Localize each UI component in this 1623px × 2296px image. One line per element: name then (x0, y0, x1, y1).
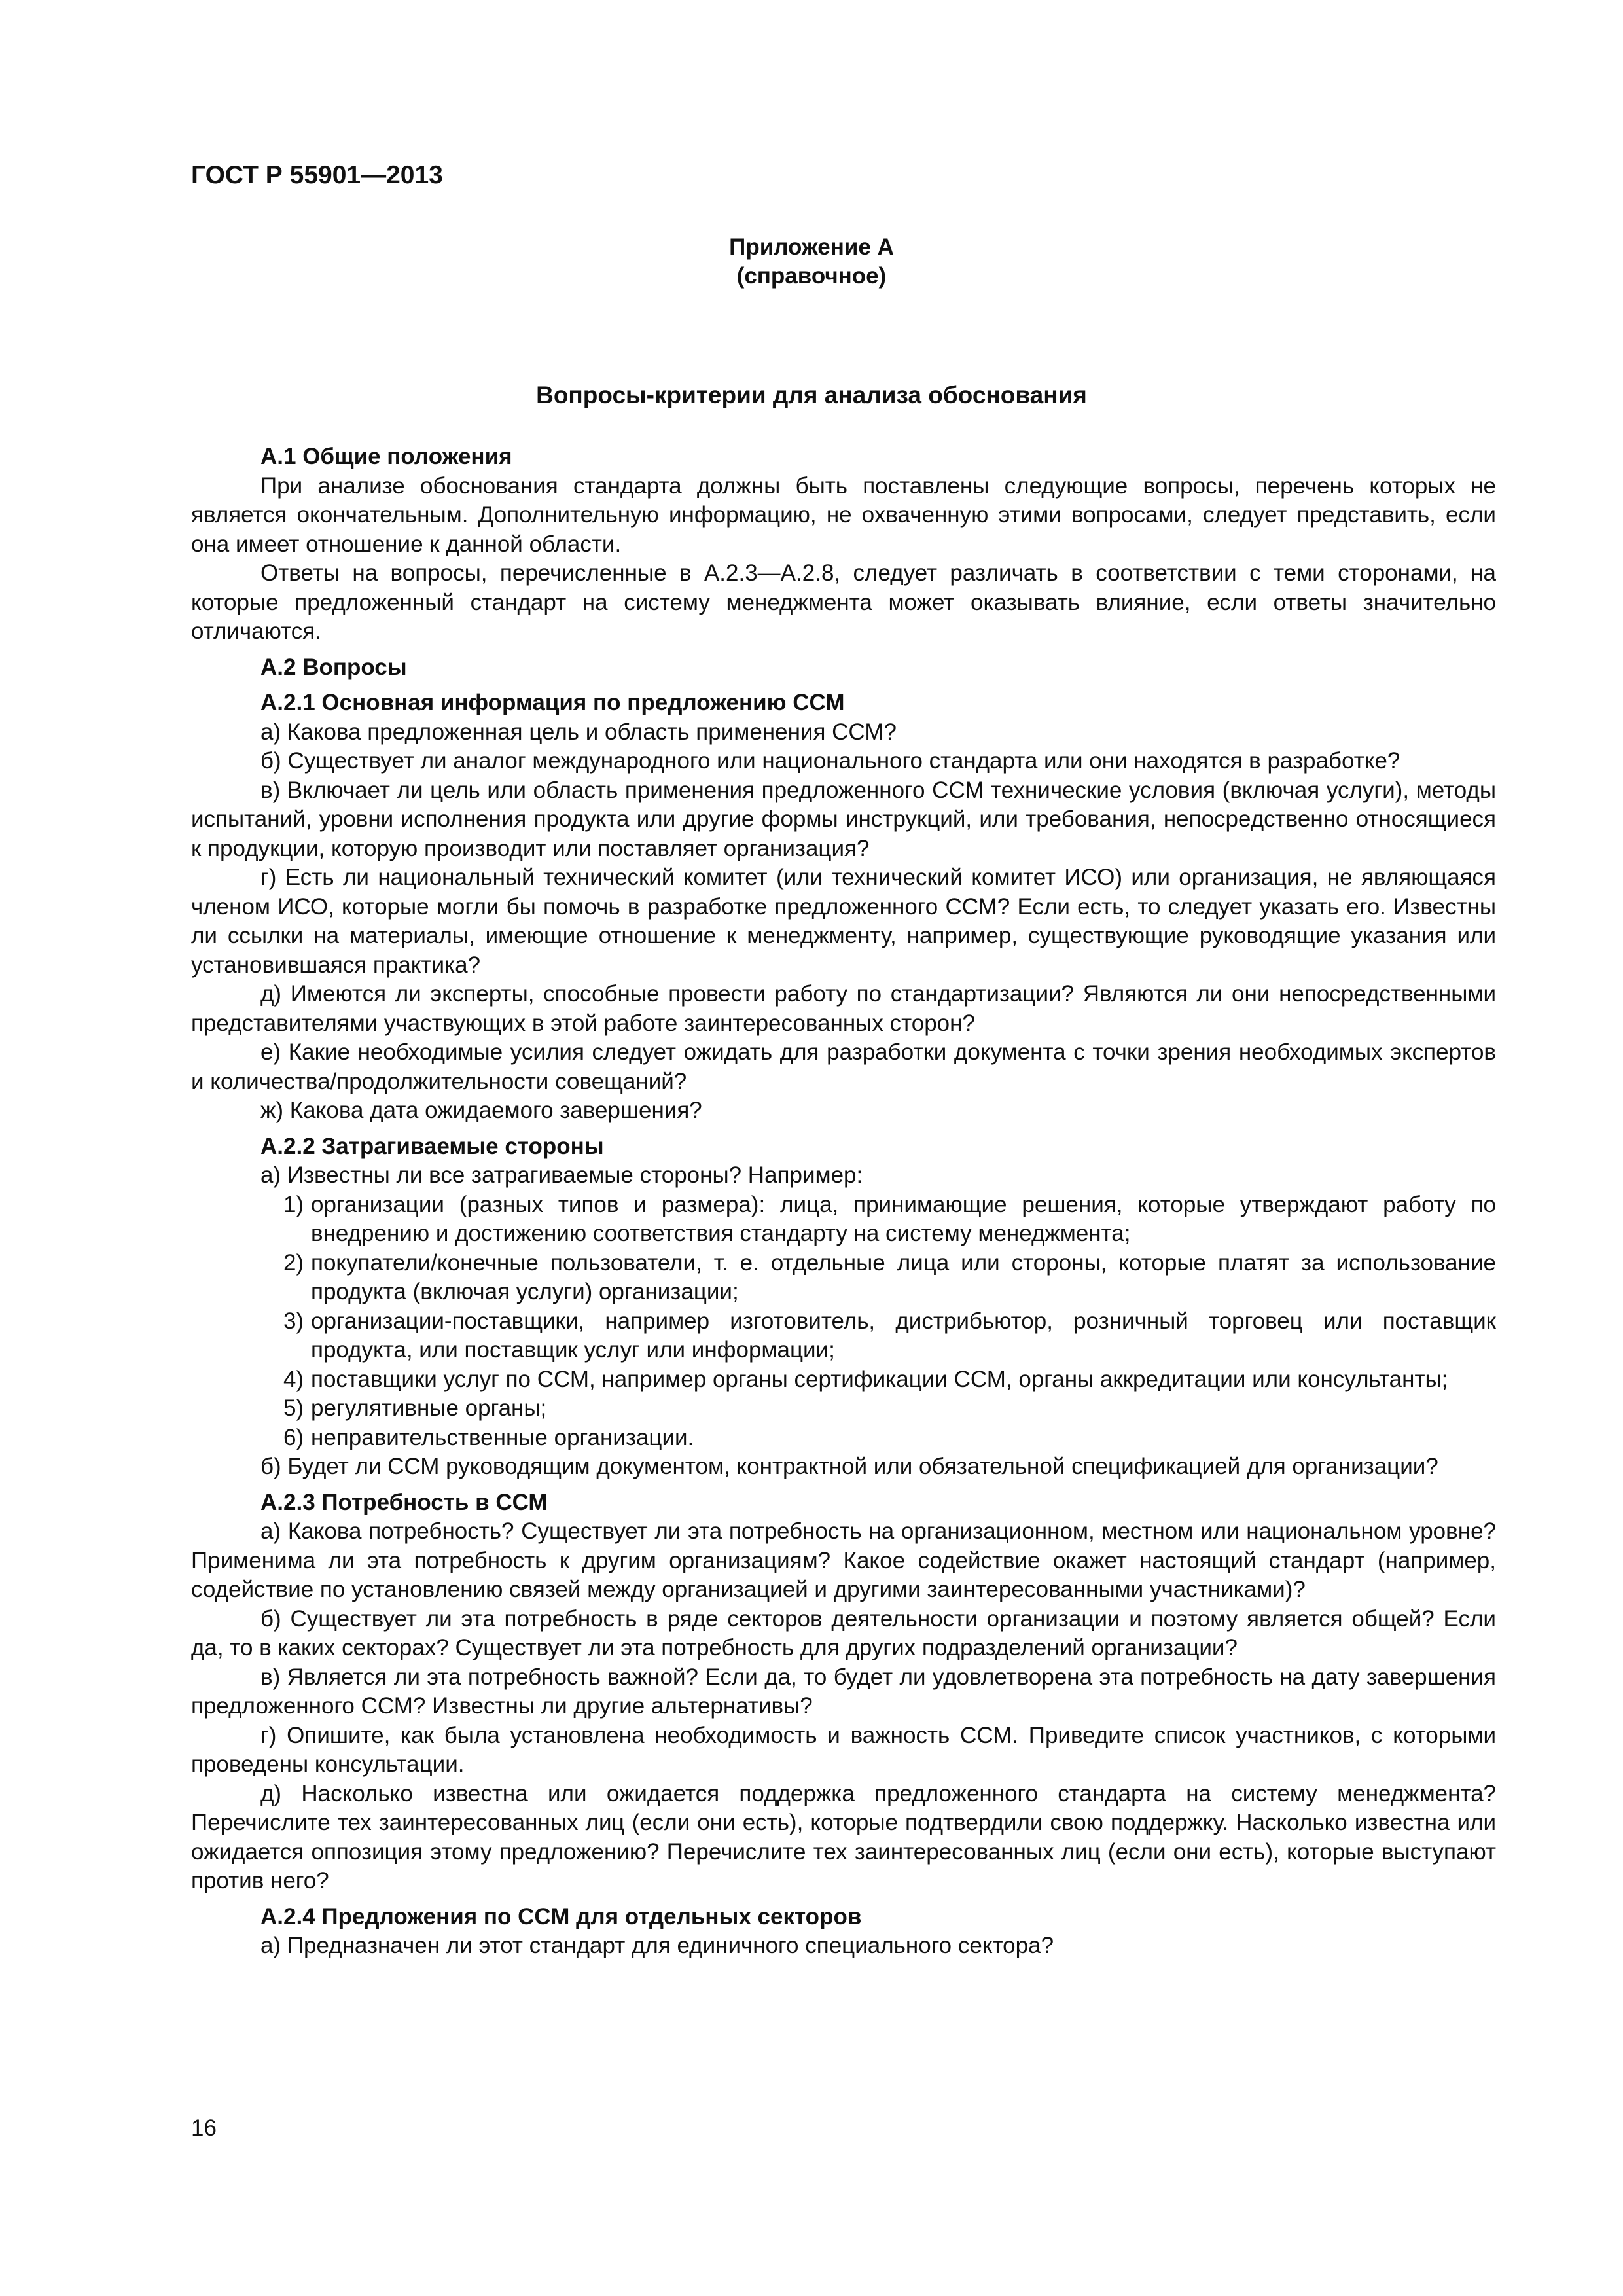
question-item: г) Есть ли национальный технический комитет (или технический комитет ИСО) или организация, не являющаяся членом ИСО, которые могли бы помочь в разработке предложенного ССМ? Если есть, то следует указать его. Известны ли ссылки на материалы, имеющие отношение к менеджменту, например, существующие руководящие указания или установившаяся практика? (191, 865, 1496, 978)
section-heading-a22: А.2.2 Затрагиваемые стороны (260, 1133, 604, 1159)
question-item: а) Предназначен ли этот стандарт для единичного специального сектора? (260, 1933, 1054, 1958)
question-item: в) Является ли эта потребность важной? Если да, то будет ли удовлетворена эта потребность на дату завершения предложенного ССМ? Известны ли другие альтернативы? (191, 1664, 1496, 1719)
question-item: ж) Какова дата ожидаемого завершения? (260, 1098, 702, 1123)
annex-type: (справочное) (736, 263, 887, 289)
list-item (191, 1191, 1496, 1249)
list-item-number: 1) (283, 1191, 304, 1217)
list-item (191, 1307, 1496, 1365)
list-item-text: организации-поставщики, например изготовитель, дистрибьютор, розничный торговец или поставщик продукта, или поставщик услуг или информации; (311, 1308, 1496, 1363)
list-item-number: 3) (283, 1308, 304, 1334)
annex-title: Приложение А (729, 234, 894, 260)
question-item: е) Какие необходимые усилия следует ожидать для разработки документа с точки зрения необходимых экспертов и количества/продолжительности совещаний? (191, 1039, 1496, 1094)
list-item-text: покупатели/конечные пользователи, т. е. отдельные лица или стороны, которые платят за использование продукта (включая услуги) организации; (311, 1249, 1496, 1304)
question-item: б) Существует ли аналог международного или национального стандарта или они находятся в разработке? (260, 748, 1400, 774)
list-item (191, 1249, 1496, 1307)
question-item: а) Известны ли все затрагиваемые стороны? Например: (260, 1162, 863, 1188)
question-item: в) Включает ли цель или область применения предложенного ССМ технические условия (включая услуги), методы испытаний, уровни исполнения продукта или другие формы инструкций, или требования, непосредственно относящиеся к продукции, которую производит или поставляет организация? (191, 777, 1496, 861)
section-heading-a23: А.2.3 Потребность в ССМ (260, 1489, 548, 1515)
list-item (191, 1394, 1496, 1424)
list-item-number: 5) (283, 1395, 304, 1421)
question-item: а) Какова предложенная цель и область применения ССМ? (260, 719, 897, 745)
list-item-number: 6) (283, 1424, 304, 1450)
paragraph: Ответы на вопросы, перечисленные в А.2.3—А.2.8, следует различать в соответствии с теми сторонами, на которые предложенный стандарт на систему менеджмента может оказывать влияние, если ответы значительно отличаются. (191, 560, 1496, 644)
annex-heading (0, 233, 1623, 291)
list-item-number: 4) (283, 1366, 304, 1392)
annex-body (191, 442, 1496, 1961)
question-item: б) Существует ли эта потребность в ряде секторов деятельности организации и поэтому является общей? Если да, то в каких секторах? Существует ли эта потребность для других подразделений организации? (191, 1605, 1496, 1660)
question-item: а) Какова потребность? Существует ли эта потребность на организационном, местном или национальном уровне? Применима ли эта потребность к другим организациям? Какое содействие окажет настоящий стандарт (например, содействие по установлению связей между организацией и другими заинтересованными участниками)? (191, 1518, 1496, 1602)
section-heading-a24: А.2.4 Предложения по ССМ для отдельных секторов (260, 1903, 862, 1929)
question-item: д) Имеются ли эксперты, способные провести работу по стандартизации? Являются ли они непосредственными представителями участвующих в этой работе заинтересованных сторон? (191, 981, 1496, 1036)
question-item: б) Будет ли ССМ руководящим документом, контрактной или обязательной спецификацией для организации? (260, 1454, 1438, 1479)
annex-main-title: Вопросы-критерии для анализа обоснования (536, 382, 1087, 408)
section-heading-a2: А.2 Вопросы (260, 654, 407, 680)
list-item-text: регулятивные органы; (311, 1395, 547, 1421)
section-heading-a21: А.2.1 Основная информация по предложению ССМ (260, 690, 845, 715)
list-item-text: организации (разных типов и размера): лица, принимающие решения, которые утверждают работу по внедрению и достижению соответствия стандарту на систему менеджмента; (311, 1191, 1496, 1246)
list-item-text: поставщики услуг по ССМ, например органы сертификации ССМ, органы аккредитации или консультанты; (311, 1366, 1448, 1392)
document-code: ГОСТ Р 55901—2013 (191, 161, 443, 189)
paragraph: При анализе обоснования стандарта должны быть поставлены следующие вопросы, перечень которых не является окончательным. Дополнительную информацию, не охваченную этими вопросами, следует представить, если она имеет отношение к данной области. (191, 473, 1496, 557)
list-item-number: 2) (283, 1249, 304, 1276)
question-item: г) Опишите, как была установлена необходимость и важность ССМ. Приведите список участников, с которыми проведены консультации. (191, 1722, 1496, 1777)
question-item: д) Насколько известна или ожидается поддержка предложенного стандарта на систему менеджмента? Перечислите тех заинтересованных лиц (если они есть), которые подтвердили свою поддержку. Насколько известна или ожидается оппозиция этому предложению? Перечислите тех заинтересованных лиц (если они есть), которые выступают против него? (191, 1780, 1496, 1893)
list-item-text: неправительственные организации. (311, 1424, 694, 1450)
page-number: 16 (191, 2115, 217, 2141)
list-item (191, 1365, 1496, 1395)
list-item (191, 1424, 1496, 1453)
section-heading-a1: А.1 Общие положения (260, 444, 512, 469)
